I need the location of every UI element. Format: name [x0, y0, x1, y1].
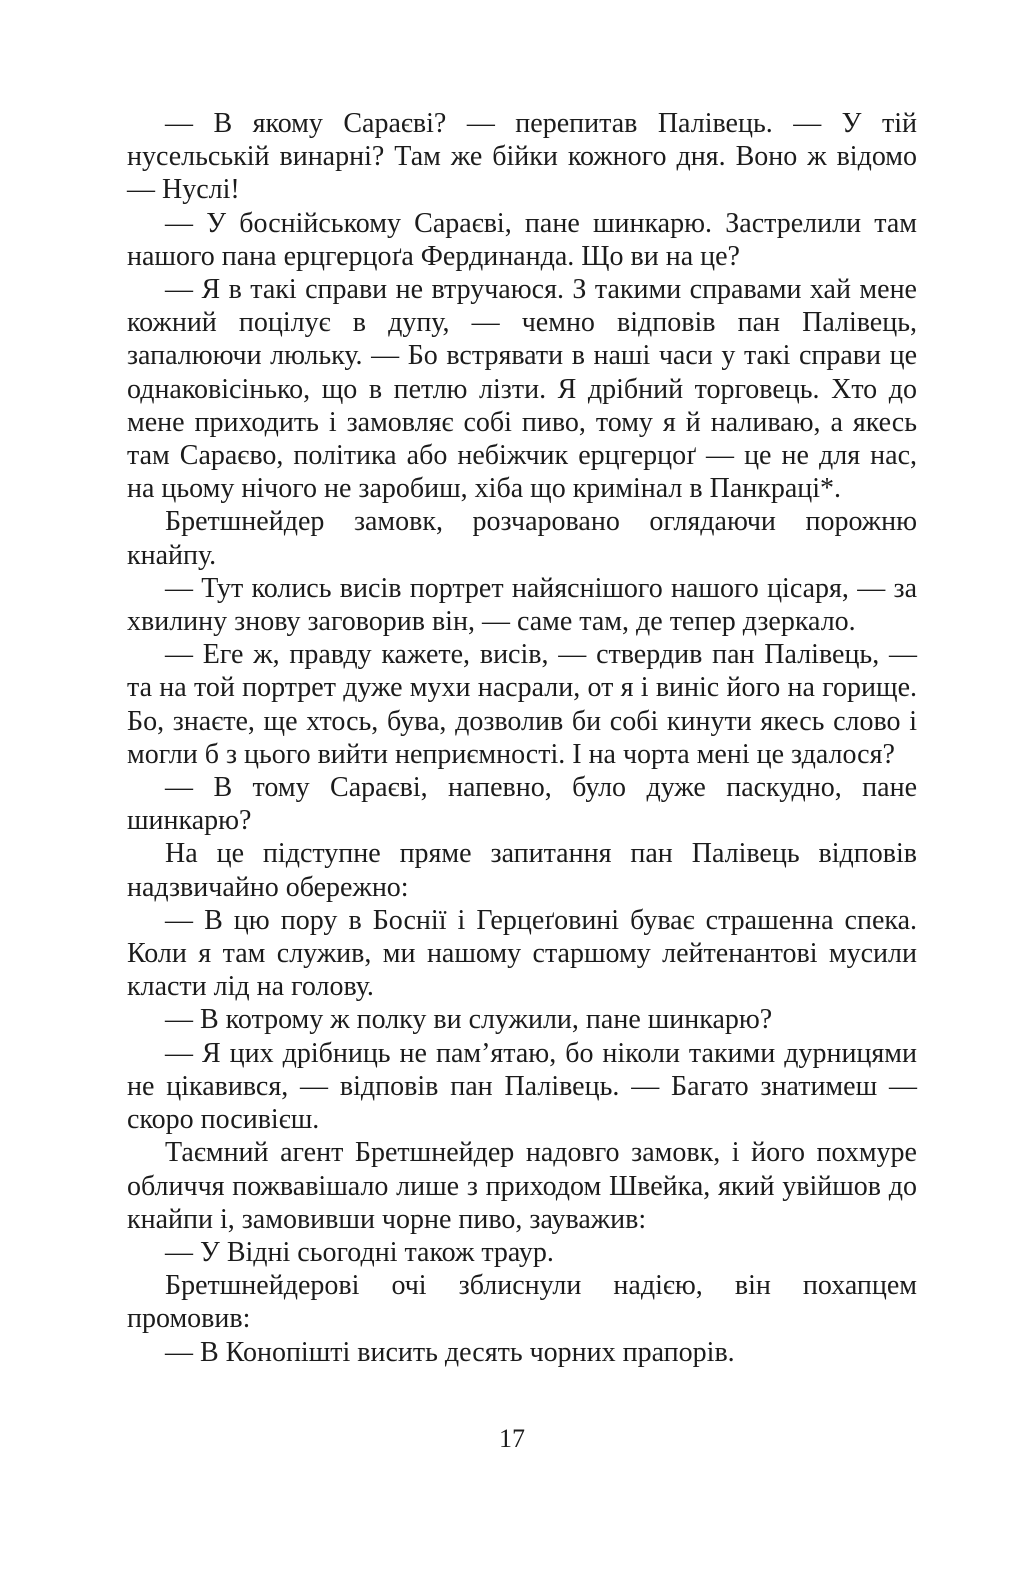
paragraph: — Еге ж, правду кажете, висів, — ствердив пан Палівець, — та на той портрет дуже мухи насрали, от я і виніс його на горище. Бо, знаєте, ще хтось, бува, дозволив би собі кинути якесь слово і могли б з цього вийти неприємності. І на чорта мені це здалося?: [127, 639, 917, 770]
paragraph: Бретшнейдерові очі зблиснули надією, він похапцем промовив:: [127, 1270, 917, 1335]
paragraph: — В котрому ж полку ви служили, пане шинкарю?: [165, 1004, 773, 1036]
paragraph: — Я цих дрібниць не пам’ятаю, бо ніколи такими дурницями не цікавився, — відповів пан Палівець. — Багато знатимеш — скоро посивієш.: [127, 1037, 917, 1136]
paragraph: — В цю пору в Боснії і Герцеґовині буває страшенна спека. Коли я там служив, ми нашому старшому лейтенантові мусили класти лід на голову.: [127, 904, 917, 1003]
body-text: [127, 107, 917, 1369]
page-number: 17: [499, 1424, 525, 1453]
paragraph: — Тут колись висів портрет найяснішого нашого цісаря, — за хвилину знову заговорив він, — саме там, де тепер дзеркало.: [127, 572, 917, 638]
paragraph: — Я в такі справи не втручаюся. З такими справами хай мене кожний поцілує в дупу, — чемно відповів пан Палівець, запалюючи люльку. — Бо встрявати в наші часи у такі справи це однаковісінько, що в петлю лізти. Я дрібний торговець. Хто до мене приходить і замовляє собі пиво, тому я й наливаю, а якесь там Сараєво, політика або небіжчик ерцгерцоґ — це не для нас, на цьому нічого не заробиш, хіба що кримінал в Панкраці*.: [127, 274, 917, 505]
paragraph: — В тому Сараєві, напевно, було дуже паскудно, пане шинкарю?: [127, 772, 917, 837]
paragraph: — В Конопішті висить десять чорних прапорів.: [165, 1336, 735, 1368]
paragraph: — В якому Сараєві? — перепитав Палівець. — У тій нусельській винарні? Там же бійки кожного дня. Воно ж відомо — Нуслі!: [127, 108, 917, 206]
paragraph: На це підступне пряме запитання пан Палівець відповів надзвичайно обережно:: [127, 838, 917, 903]
paragraph: — У Відні сьогодні також траур.: [165, 1236, 554, 1268]
paragraph: — У боснійському Сараєві, пане шинкарю. Застрелили там нашого пана ерцгерцоґа Фердинанда. Що ви на це?: [127, 207, 917, 272]
paragraph: Бретшнейдер замовк, розчаровано оглядаючи порожню кнайпу.: [127, 506, 917, 571]
paragraph: Таємний агент Бретшнейдер надовго замовк, і його похмуре обличчя пожвавішало лише з приходом Швейка, який увійшов до кнайпи і, замовивши чорне пиво, зауважив:: [127, 1137, 917, 1235]
